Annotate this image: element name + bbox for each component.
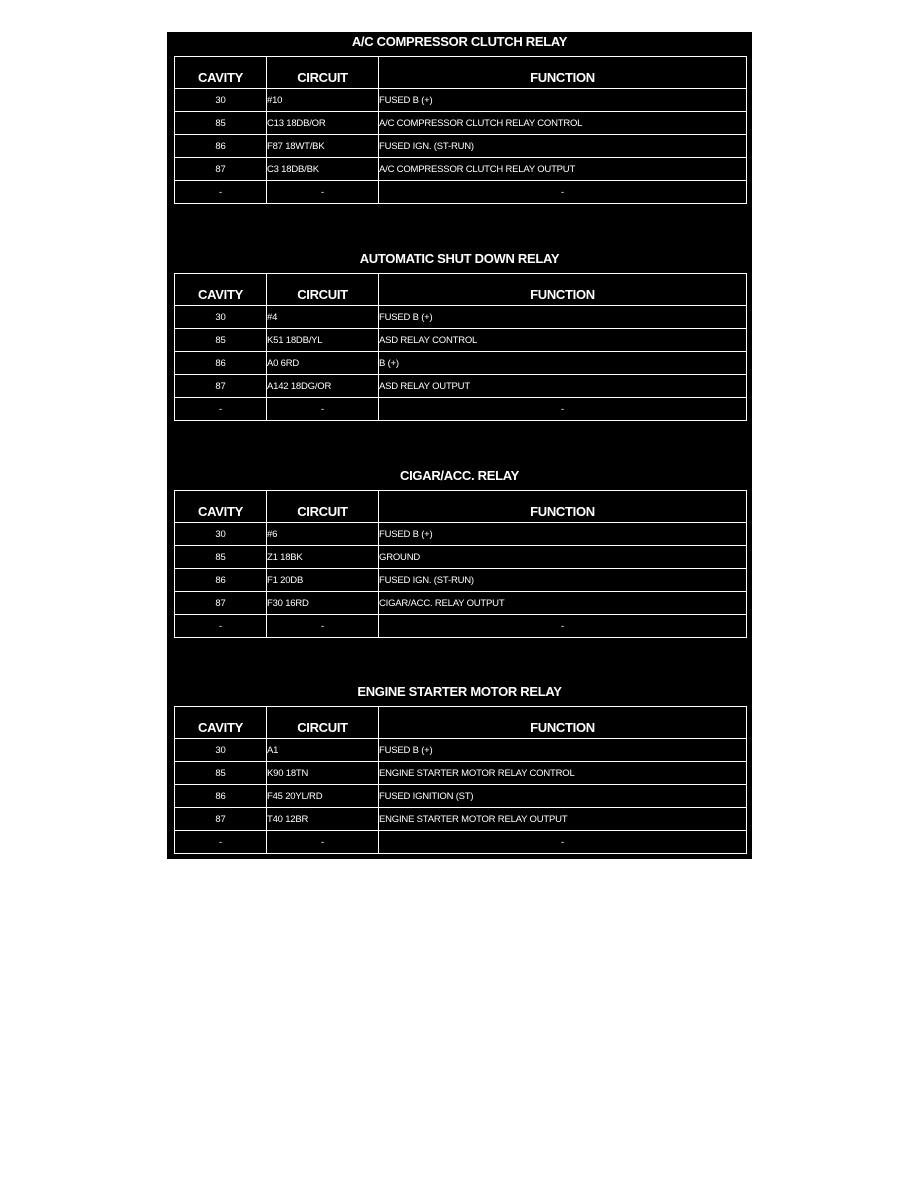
- function-cell: FUSED B (+): [379, 306, 747, 329]
- cavity-header: CAVITY: [175, 491, 267, 523]
- relay-title: A/C COMPRESSOR CLUTCH RELAY: [351, 34, 568, 49]
- header-row: [175, 274, 747, 306]
- function-cell: -: [379, 398, 747, 421]
- function-header: FUNCTION: [379, 491, 747, 523]
- cavity-cell: 30: [175, 306, 267, 329]
- circuit-header: CIRCUIT: [267, 707, 379, 739]
- table-row: [175, 592, 747, 615]
- relay-chart-panel: [167, 32, 752, 859]
- function-cell: -: [379, 615, 747, 638]
- table-row: [175, 112, 747, 135]
- cavity-header: CAVITY: [175, 274, 267, 306]
- function-cell: A/C COMPRESSOR CLUTCH RELAY OUTPUT: [379, 158, 747, 181]
- cavity-header: CAVITY: [175, 57, 267, 89]
- cavity-cell: 87: [175, 808, 267, 831]
- cavity-cell: 87: [175, 375, 267, 398]
- circuit-cell: #10: [267, 89, 379, 112]
- circuit-cell: Z1 18BK: [267, 546, 379, 569]
- table-row: [175, 352, 747, 375]
- cavity-cell: 87: [175, 158, 267, 181]
- header-row: [175, 707, 747, 739]
- function-cell: ASD RELAY OUTPUT: [379, 375, 747, 398]
- cavity-cell: -: [175, 831, 267, 854]
- function-cell: FUSED B (+): [379, 739, 747, 762]
- circuit-header: CIRCUIT: [267, 274, 379, 306]
- cavity-cell: 85: [175, 112, 267, 135]
- cavity-cell: 85: [175, 329, 267, 352]
- function-header: FUNCTION: [379, 274, 747, 306]
- relay-title: AUTOMATIC SHUT DOWN RELAY: [359, 251, 560, 266]
- table-row: [175, 523, 747, 546]
- function-header: FUNCTION: [379, 707, 747, 739]
- function-cell: FUSED B (+): [379, 89, 747, 112]
- cavity-cell: 30: [175, 89, 267, 112]
- cavity-cell: 85: [175, 546, 267, 569]
- cavity-cell: 87: [175, 592, 267, 615]
- circuit-cell: -: [267, 615, 379, 638]
- circuit-cell: C3 18DB/BK: [267, 158, 379, 181]
- table-row: [175, 808, 747, 831]
- relay-table: [174, 706, 747, 854]
- cavity-header: CAVITY: [175, 707, 267, 739]
- function-cell: CIGAR/ACC. RELAY OUTPUT: [379, 592, 747, 615]
- relay-table: [174, 56, 747, 204]
- table-row: [175, 158, 747, 181]
- circuit-cell: F87 18WT/BK: [267, 135, 379, 158]
- circuit-header: CIRCUIT: [267, 491, 379, 523]
- function-cell: FUSED IGNITION (ST): [379, 785, 747, 808]
- circuit-cell: K90 18TN: [267, 762, 379, 785]
- table-row: [175, 306, 747, 329]
- circuit-cell: F30 16RD: [267, 592, 379, 615]
- function-cell: GROUND: [379, 546, 747, 569]
- table-row: [175, 89, 747, 112]
- cavity-cell: 85: [175, 762, 267, 785]
- table-row: [175, 329, 747, 352]
- circuit-cell: A1: [267, 739, 379, 762]
- table-row: [175, 398, 747, 421]
- header-row: [175, 491, 747, 523]
- circuit-cell: T40 12BR: [267, 808, 379, 831]
- cavity-cell: 86: [175, 135, 267, 158]
- circuit-cell: A142 18DG/OR: [267, 375, 379, 398]
- circuit-cell: -: [267, 181, 379, 204]
- circuit-cell: -: [267, 831, 379, 854]
- circuit-cell: C13 18DB/OR: [267, 112, 379, 135]
- table-row: [175, 762, 747, 785]
- table-row: [175, 615, 747, 638]
- cavity-cell: -: [175, 615, 267, 638]
- cavity-cell: 30: [175, 523, 267, 546]
- circuit-header: CIRCUIT: [267, 57, 379, 89]
- function-cell: A/C COMPRESSOR CLUTCH RELAY CONTROL: [379, 112, 747, 135]
- cavity-cell: -: [175, 181, 267, 204]
- function-cell: FUSED IGN. (ST-RUN): [379, 569, 747, 592]
- circuit-cell: A0 6RD: [267, 352, 379, 375]
- header-row: [175, 57, 747, 89]
- function-cell: FUSED IGN. (ST-RUN): [379, 135, 747, 158]
- function-cell: -: [379, 831, 747, 854]
- circuit-cell: F1 20DB: [267, 569, 379, 592]
- table-row: [175, 739, 747, 762]
- table-row: [175, 181, 747, 204]
- table-row: [175, 375, 747, 398]
- relay-table: [174, 490, 747, 638]
- table-row: [175, 546, 747, 569]
- function-cell: ASD RELAY CONTROL: [379, 329, 747, 352]
- cavity-cell: 86: [175, 569, 267, 592]
- function-cell: FUSED B (+): [379, 523, 747, 546]
- circuit-cell: F45 20YL/RD: [267, 785, 379, 808]
- circuit-cell: -: [267, 398, 379, 421]
- function-cell: B (+): [379, 352, 747, 375]
- circuit-cell: K51 18DB/YL: [267, 329, 379, 352]
- circuit-cell: #6: [267, 523, 379, 546]
- function-cell: ENGINE STARTER MOTOR RELAY CONTROL: [379, 762, 747, 785]
- circuit-cell: #4: [267, 306, 379, 329]
- function-cell: ENGINE STARTER MOTOR RELAY OUTPUT: [379, 808, 747, 831]
- function-cell: -: [379, 181, 747, 204]
- table-row: [175, 569, 747, 592]
- cavity-cell: 86: [175, 352, 267, 375]
- table-row: [175, 785, 747, 808]
- table-row: [175, 831, 747, 854]
- cavity-cell: 86: [175, 785, 267, 808]
- relay-table: [174, 273, 747, 421]
- table-row: [175, 135, 747, 158]
- function-header: FUNCTION: [379, 57, 747, 89]
- cavity-cell: 30: [175, 739, 267, 762]
- relay-title: CIGAR/ACC. RELAY: [400, 468, 519, 483]
- relay-title: ENGINE STARTER MOTOR RELAY: [357, 684, 562, 699]
- cavity-cell: -: [175, 398, 267, 421]
